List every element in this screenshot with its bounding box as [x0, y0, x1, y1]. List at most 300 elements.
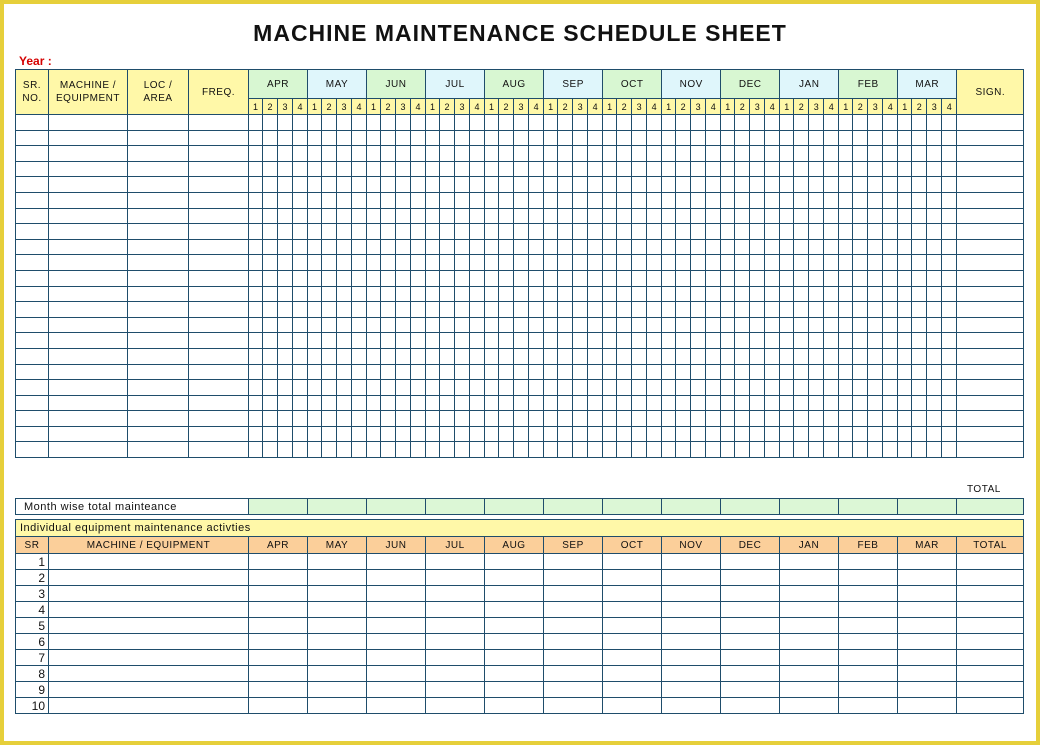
- individual-month-cell[interactable]: [249, 682, 308, 698]
- week-cell[interactable]: [485, 192, 499, 208]
- week-cell[interactable]: [676, 395, 691, 411]
- week-cell[interactable]: [485, 442, 499, 458]
- sr-no-cell[interactable]: [16, 177, 49, 193]
- week-cell[interactable]: [780, 380, 794, 396]
- week-cell[interactable]: [662, 442, 676, 458]
- week-cell[interactable]: [942, 146, 957, 162]
- week-cell[interactable]: [455, 317, 470, 333]
- week-cell[interactable]: [927, 161, 942, 177]
- week-cell[interactable]: [647, 380, 662, 396]
- week-cell[interactable]: [426, 192, 440, 208]
- week-cell[interactable]: [426, 177, 440, 193]
- week-cell[interactable]: [514, 177, 529, 193]
- week-cell[interactable]: [898, 161, 912, 177]
- week-cell[interactable]: [558, 411, 573, 427]
- week-cell[interactable]: [691, 364, 706, 380]
- week-cell[interactable]: [927, 224, 942, 240]
- week-cell[interactable]: [440, 146, 455, 162]
- week-cell[interactable]: [868, 333, 883, 349]
- week-cell[interactable]: [706, 286, 721, 302]
- individual-total-cell[interactable]: [957, 586, 1024, 602]
- week-cell[interactable]: [883, 255, 898, 271]
- week-cell[interactable]: [883, 224, 898, 240]
- week-cell[interactable]: [632, 270, 647, 286]
- sign-cell[interactable]: [957, 380, 1024, 396]
- week-cell[interactable]: [603, 177, 617, 193]
- week-cell[interactable]: [632, 239, 647, 255]
- machine-cell[interactable]: [49, 426, 128, 442]
- sr-no-cell[interactable]: [16, 317, 49, 333]
- individual-month-cell[interactable]: [780, 586, 839, 602]
- week-cell[interactable]: [573, 177, 588, 193]
- week-cell[interactable]: [824, 286, 839, 302]
- week-cell[interactable]: [588, 426, 603, 442]
- week-cell[interactable]: [632, 395, 647, 411]
- week-cell[interactable]: [293, 130, 308, 146]
- week-cell[interactable]: [426, 380, 440, 396]
- week-cell[interactable]: [942, 115, 957, 131]
- week-cell[interactable]: [514, 224, 529, 240]
- week-cell[interactable]: [662, 426, 676, 442]
- week-cell[interactable]: [455, 270, 470, 286]
- week-cell[interactable]: [499, 192, 514, 208]
- week-cell[interactable]: [440, 255, 455, 271]
- week-cell[interactable]: [765, 270, 780, 286]
- individual-month-cell[interactable]: [839, 602, 898, 618]
- week-cell[interactable]: [898, 255, 912, 271]
- week-cell[interactable]: [396, 270, 411, 286]
- week-cell[interactable]: [912, 442, 927, 458]
- week-cell[interactable]: [411, 302, 426, 318]
- week-cell[interactable]: [824, 224, 839, 240]
- sr-no-cell[interactable]: [16, 333, 49, 349]
- individual-month-cell[interactable]: [780, 570, 839, 586]
- week-cell[interactable]: [263, 192, 278, 208]
- week-cell[interactable]: [794, 146, 809, 162]
- week-cell[interactable]: [263, 130, 278, 146]
- week-cell[interactable]: [750, 380, 765, 396]
- week-cell[interactable]: [440, 426, 455, 442]
- sr-no-cell[interactable]: [16, 208, 49, 224]
- loc-cell[interactable]: [128, 255, 189, 271]
- week-cell[interactable]: [780, 302, 794, 318]
- week-cell[interactable]: [780, 161, 794, 177]
- week-cell[interactable]: [868, 255, 883, 271]
- week-cell[interactable]: [396, 177, 411, 193]
- week-cell[interactable]: [308, 380, 322, 396]
- week-cell[interactable]: [765, 239, 780, 255]
- week-cell[interactable]: [942, 208, 957, 224]
- week-cell[interactable]: [396, 239, 411, 255]
- week-cell[interactable]: [573, 426, 588, 442]
- week-cell[interactable]: [676, 442, 691, 458]
- week-cell[interactable]: [824, 348, 839, 364]
- week-cell[interactable]: [499, 333, 514, 349]
- week-cell[interactable]: [411, 161, 426, 177]
- week-cell[interactable]: [765, 380, 780, 396]
- individual-month-cell[interactable]: [308, 570, 367, 586]
- individual-machine-cell[interactable]: [49, 698, 249, 714]
- week-cell[interactable]: [411, 177, 426, 193]
- week-cell[interactable]: [485, 224, 499, 240]
- week-cell[interactable]: [824, 115, 839, 131]
- week-cell[interactable]: [603, 192, 617, 208]
- individual-month-cell[interactable]: [367, 682, 426, 698]
- individual-month-cell[interactable]: [485, 570, 544, 586]
- week-cell[interactable]: [750, 177, 765, 193]
- week-cell[interactable]: [411, 208, 426, 224]
- week-cell[interactable]: [455, 146, 470, 162]
- week-cell[interactable]: [898, 333, 912, 349]
- week-cell[interactable]: [337, 442, 352, 458]
- week-cell[interactable]: [455, 364, 470, 380]
- week-cell[interactable]: [912, 208, 927, 224]
- week-cell[interactable]: [322, 395, 337, 411]
- week-cell[interactable]: [381, 333, 396, 349]
- week-cell[interactable]: [765, 255, 780, 271]
- week-cell[interactable]: [824, 177, 839, 193]
- individual-month-cell[interactable]: [839, 698, 898, 714]
- week-cell[interactable]: [322, 442, 337, 458]
- freq-cell[interactable]: [189, 302, 249, 318]
- individual-month-cell[interactable]: [367, 602, 426, 618]
- week-cell[interactable]: [529, 348, 544, 364]
- week-cell[interactable]: [470, 348, 485, 364]
- week-cell[interactable]: [942, 161, 957, 177]
- week-cell[interactable]: [440, 348, 455, 364]
- week-cell[interactable]: [322, 115, 337, 131]
- week-cell[interactable]: [898, 395, 912, 411]
- week-cell[interactable]: [853, 130, 868, 146]
- sr-no-cell[interactable]: [16, 348, 49, 364]
- week-cell[interactable]: [824, 442, 839, 458]
- freq-cell[interactable]: [189, 380, 249, 396]
- week-cell[interactable]: [573, 317, 588, 333]
- week-cell[interactable]: [780, 442, 794, 458]
- week-cell[interactable]: [293, 270, 308, 286]
- sign-cell[interactable]: [957, 192, 1024, 208]
- sign-cell[interactable]: [957, 270, 1024, 286]
- week-cell[interactable]: [735, 239, 750, 255]
- individual-total-cell[interactable]: [957, 554, 1024, 570]
- week-cell[interactable]: [499, 317, 514, 333]
- week-cell[interactable]: [293, 224, 308, 240]
- week-cell[interactable]: [308, 115, 322, 131]
- week-cell[interactable]: [249, 411, 263, 427]
- week-cell[interactable]: [942, 255, 957, 271]
- week-cell[interactable]: [617, 426, 632, 442]
- week-cell[interactable]: [249, 115, 263, 131]
- week-cell[interactable]: [558, 302, 573, 318]
- week-cell[interactable]: [942, 270, 957, 286]
- week-cell[interactable]: [750, 130, 765, 146]
- week-cell[interactable]: [544, 161, 558, 177]
- week-cell[interactable]: [573, 239, 588, 255]
- sr-no-cell[interactable]: [16, 380, 49, 396]
- individual-month-cell[interactable]: [839, 666, 898, 682]
- individual-month-cell[interactable]: [662, 634, 721, 650]
- week-cell[interactable]: [632, 426, 647, 442]
- week-cell[interactable]: [676, 380, 691, 396]
- week-cell[interactable]: [617, 270, 632, 286]
- week-cell[interactable]: [676, 270, 691, 286]
- week-cell[interactable]: [558, 146, 573, 162]
- week-cell[interactable]: [322, 130, 337, 146]
- individual-month-cell[interactable]: [898, 698, 957, 714]
- week-cell[interactable]: [662, 411, 676, 427]
- week-cell[interactable]: [588, 255, 603, 271]
- week-cell[interactable]: [278, 364, 293, 380]
- week-cell[interactable]: [337, 380, 352, 396]
- week-cell[interactable]: [706, 442, 721, 458]
- week-cell[interactable]: [293, 302, 308, 318]
- week-cell[interactable]: [322, 270, 337, 286]
- week-cell[interactable]: [263, 177, 278, 193]
- week-cell[interactable]: [440, 270, 455, 286]
- week-cell[interactable]: [396, 192, 411, 208]
- week-cell[interactable]: [898, 115, 912, 131]
- freq-cell[interactable]: [189, 348, 249, 364]
- week-cell[interactable]: [735, 286, 750, 302]
- week-cell[interactable]: [942, 348, 957, 364]
- week-cell[interactable]: [499, 364, 514, 380]
- week-cell[interactable]: [676, 130, 691, 146]
- week-cell[interactable]: [839, 270, 853, 286]
- week-cell[interactable]: [514, 115, 529, 131]
- week-cell[interactable]: [883, 130, 898, 146]
- sign-cell[interactable]: [957, 442, 1024, 458]
- week-cell[interactable]: [558, 395, 573, 411]
- individual-month-cell[interactable]: [721, 682, 780, 698]
- week-cell[interactable]: [868, 192, 883, 208]
- week-cell[interactable]: [706, 115, 721, 131]
- week-cell[interactable]: [352, 208, 367, 224]
- week-cell[interactable]: [440, 286, 455, 302]
- sr-no-cell[interactable]: [16, 255, 49, 271]
- week-cell[interactable]: [676, 239, 691, 255]
- week-cell[interactable]: [853, 302, 868, 318]
- week-cell[interactable]: [322, 411, 337, 427]
- individual-total-cell[interactable]: [957, 634, 1024, 650]
- week-cell[interactable]: [278, 146, 293, 162]
- week-cell[interactable]: [263, 224, 278, 240]
- week-cell[interactable]: [883, 302, 898, 318]
- sign-cell[interactable]: [957, 411, 1024, 427]
- week-cell[interactable]: [706, 348, 721, 364]
- week-cell[interactable]: [367, 115, 381, 131]
- week-cell[interactable]: [278, 224, 293, 240]
- individual-month-cell[interactable]: [721, 698, 780, 714]
- week-cell[interactable]: [470, 255, 485, 271]
- week-cell[interactable]: [912, 255, 927, 271]
- individual-month-cell[interactable]: [249, 586, 308, 602]
- week-cell[interactable]: [485, 333, 499, 349]
- week-cell[interactable]: [898, 239, 912, 255]
- individual-month-cell[interactable]: [544, 698, 603, 714]
- week-cell[interactable]: [544, 411, 558, 427]
- week-cell[interactable]: [617, 192, 632, 208]
- week-cell[interactable]: [514, 442, 529, 458]
- week-cell[interactable]: [809, 348, 824, 364]
- week-cell[interactable]: [676, 115, 691, 131]
- week-cell[interactable]: [337, 177, 352, 193]
- week-cell[interactable]: [249, 442, 263, 458]
- week-cell[interactable]: [617, 333, 632, 349]
- month-total-sep[interactable]: [544, 499, 603, 515]
- week-cell[interactable]: [662, 333, 676, 349]
- week-cell[interactable]: [263, 317, 278, 333]
- individual-month-cell[interactable]: [367, 586, 426, 602]
- week-cell[interactable]: [396, 317, 411, 333]
- machine-cell[interactable]: [49, 364, 128, 380]
- week-cell[interactable]: [558, 177, 573, 193]
- week-cell[interactable]: [263, 115, 278, 131]
- week-cell[interactable]: [912, 270, 927, 286]
- week-cell[interactable]: [485, 317, 499, 333]
- week-cell[interactable]: [617, 177, 632, 193]
- week-cell[interactable]: [912, 348, 927, 364]
- week-cell[interactable]: [735, 442, 750, 458]
- loc-cell[interactable]: [128, 302, 189, 318]
- loc-cell[interactable]: [128, 192, 189, 208]
- week-cell[interactable]: [426, 270, 440, 286]
- week-cell[interactable]: [647, 270, 662, 286]
- week-cell[interactable]: [721, 442, 735, 458]
- week-cell[interactable]: [440, 192, 455, 208]
- individual-month-cell[interactable]: [426, 554, 485, 570]
- week-cell[interactable]: [558, 380, 573, 396]
- week-cell[interactable]: [455, 395, 470, 411]
- week-cell[interactable]: [529, 317, 544, 333]
- week-cell[interactable]: [470, 395, 485, 411]
- week-cell[interactable]: [352, 161, 367, 177]
- week-cell[interactable]: [440, 177, 455, 193]
- week-cell[interactable]: [588, 411, 603, 427]
- individual-month-cell[interactable]: [426, 570, 485, 586]
- individual-total-cell[interactable]: [957, 618, 1024, 634]
- week-cell[interactable]: [367, 239, 381, 255]
- week-cell[interactable]: [617, 317, 632, 333]
- week-cell[interactable]: [839, 395, 853, 411]
- week-cell[interactable]: [440, 130, 455, 146]
- week-cell[interactable]: [735, 161, 750, 177]
- week-cell[interactable]: [411, 395, 426, 411]
- week-cell[interactable]: [529, 255, 544, 271]
- week-cell[interactable]: [588, 302, 603, 318]
- week-cell[interactable]: [617, 130, 632, 146]
- week-cell[interactable]: [691, 395, 706, 411]
- individual-month-cell[interactable]: [780, 682, 839, 698]
- week-cell[interactable]: [780, 130, 794, 146]
- week-cell[interactable]: [868, 395, 883, 411]
- week-cell[interactable]: [912, 161, 927, 177]
- week-cell[interactable]: [381, 177, 396, 193]
- individual-month-cell[interactable]: [485, 698, 544, 714]
- week-cell[interactable]: [883, 411, 898, 427]
- sign-cell[interactable]: [957, 115, 1024, 131]
- week-cell[interactable]: [721, 115, 735, 131]
- individual-machine-cell[interactable]: [49, 618, 249, 634]
- week-cell[interactable]: [249, 161, 263, 177]
- week-cell[interactable]: [691, 348, 706, 364]
- week-cell[interactable]: [691, 130, 706, 146]
- week-cell[interactable]: [588, 395, 603, 411]
- week-cell[interactable]: [721, 302, 735, 318]
- sign-cell[interactable]: [957, 208, 1024, 224]
- week-cell[interactable]: [632, 115, 647, 131]
- week-cell[interactable]: [853, 317, 868, 333]
- week-cell[interactable]: [898, 177, 912, 193]
- week-cell[interactable]: [381, 115, 396, 131]
- week-cell[interactable]: [278, 286, 293, 302]
- individual-month-cell[interactable]: [721, 570, 780, 586]
- individual-month-cell[interactable]: [426, 698, 485, 714]
- individual-month-cell[interactable]: [544, 682, 603, 698]
- week-cell[interactable]: [794, 255, 809, 271]
- week-cell[interactable]: [898, 146, 912, 162]
- week-cell[interactable]: [662, 239, 676, 255]
- individual-month-cell[interactable]: [249, 570, 308, 586]
- week-cell[interactable]: [426, 224, 440, 240]
- individual-month-cell[interactable]: [485, 586, 544, 602]
- individual-month-cell[interactable]: [426, 650, 485, 666]
- week-cell[interactable]: [485, 286, 499, 302]
- week-cell[interactable]: [721, 395, 735, 411]
- week-cell[interactable]: [544, 442, 558, 458]
- sign-cell[interactable]: [957, 224, 1024, 240]
- individual-month-cell[interactable]: [780, 650, 839, 666]
- week-cell[interactable]: [337, 146, 352, 162]
- week-cell[interactable]: [765, 333, 780, 349]
- week-cell[interactable]: [514, 270, 529, 286]
- week-cell[interactable]: [499, 302, 514, 318]
- week-cell[interactable]: [322, 426, 337, 442]
- week-cell[interactable]: [337, 239, 352, 255]
- individual-machine-cell[interactable]: [49, 666, 249, 682]
- week-cell[interactable]: [470, 239, 485, 255]
- week-cell[interactable]: [839, 130, 853, 146]
- week-cell[interactable]: [455, 442, 470, 458]
- week-cell[interactable]: [308, 146, 322, 162]
- week-cell[interactable]: [603, 426, 617, 442]
- week-cell[interactable]: [735, 411, 750, 427]
- week-cell[interactable]: [927, 255, 942, 271]
- machine-cell[interactable]: [49, 130, 128, 146]
- week-cell[interactable]: [853, 161, 868, 177]
- grand-total-cell[interactable]: [957, 499, 1024, 515]
- week-cell[interactable]: [898, 270, 912, 286]
- week-cell[interactable]: [381, 146, 396, 162]
- week-cell[interactable]: [278, 333, 293, 349]
- week-cell[interactable]: [573, 255, 588, 271]
- sign-cell[interactable]: [957, 239, 1024, 255]
- loc-cell[interactable]: [128, 348, 189, 364]
- week-cell[interactable]: [632, 177, 647, 193]
- individual-month-cell[interactable]: [544, 634, 603, 650]
- week-cell[interactable]: [765, 411, 780, 427]
- individual-month-cell[interactable]: [308, 666, 367, 682]
- week-cell[interactable]: [809, 317, 824, 333]
- week-cell[interactable]: [544, 364, 558, 380]
- week-cell[interactable]: [839, 255, 853, 271]
- week-cell[interactable]: [426, 333, 440, 349]
- week-cell[interactable]: [426, 208, 440, 224]
- week-cell[interactable]: [794, 380, 809, 396]
- week-cell[interactable]: [942, 364, 957, 380]
- week-cell[interactable]: [780, 348, 794, 364]
- week-cell[interactable]: [308, 130, 322, 146]
- week-cell[interactable]: [647, 208, 662, 224]
